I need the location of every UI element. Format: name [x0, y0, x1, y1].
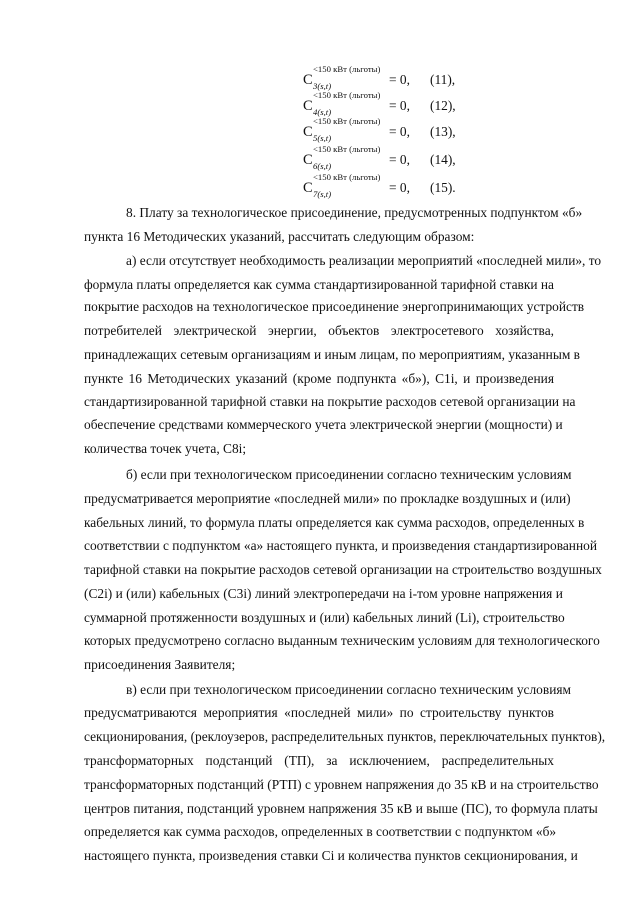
text-line: потребителей электрической энергии, объектов электросетевого хозяйства,	[84, 323, 554, 338]
text-line: присоединения Заявителя;	[84, 657, 236, 672]
formula-number: (15).	[430, 180, 456, 195]
formula-base: C	[303, 98, 313, 114]
text-line: настоящего пункта, произведения ставки Сi и количества пунктов секционирования, и	[84, 848, 578, 863]
text-line: пункта 16 Методических указаний, рассчитать следующим образом:	[84, 229, 475, 244]
text-line: а) если отсутствует необходимость реализации мероприятий «последней мили», то	[126, 253, 602, 268]
formula-superscript: <150 кВт (льготы)	[313, 90, 381, 100]
formula-equals: = 0,	[389, 124, 410, 139]
text-line: предусматриваются мероприятия «последней мили» по строительству пунктов	[84, 705, 554, 720]
text-line: стандартизированной тарифной ставки на покрытие расходов сетевой организации на	[84, 394, 576, 409]
formula-equals: = 0,	[389, 72, 410, 87]
formula-subscript: 5(s,t)	[313, 133, 332, 143]
formula-subscript: 3(s,t)	[313, 81, 332, 91]
text-line: (С2i) и (или) кабельных (С3i) линий электропередачи на i-том уровне напряжения и	[84, 586, 563, 601]
formula-equals: = 0,	[389, 98, 410, 113]
text-line: 8. Плату за технологическое присоединение, предусмотренных подпунктом «б»	[126, 205, 583, 220]
formula-base: C	[303, 180, 313, 196]
text-line: кабельных линий, то формула платы определяется как сумма расходов, определенных в	[84, 515, 585, 530]
formula-subscript: 6(s,t)	[313, 161, 332, 171]
text-line: обеспечение средствами коммерческого учета электрической энергии (мощности) и	[84, 417, 563, 432]
formula-number: (12),	[430, 98, 456, 113]
formula-superscript: <150 кВт (льготы)	[313, 64, 381, 74]
formula-subscript: 7(s,t)	[313, 189, 332, 199]
formula-superscript: <150 кВт (льготы)	[313, 144, 381, 154]
text-line: в) если при технологическом присоединении согласно техническим условиям	[126, 682, 571, 697]
text-line: соответствии с подпунктом «а» настоящего пункта, и произведения стандартизированной	[84, 538, 597, 553]
text-line: тарифной ставки на покрытие расходов сетевой организации на строительство воздушных	[84, 562, 602, 577]
text-line: центров питания, подстанций уровнем напряжения 35 кВ и выше (ПС), то формула платы	[84, 801, 598, 816]
text-line: количества точек учета, С8i;	[84, 441, 247, 456]
text-line: которых предусмотрено согласно выданным техническим условиям для технологического	[84, 633, 600, 648]
text-line: секционирования, (реклоузеров, распределительных пунктов, переключательных пунктов),	[84, 729, 606, 744]
formula-equals: = 0,	[389, 180, 410, 195]
formula-equals: = 0,	[389, 152, 410, 167]
text-line: предусматривается мероприятие «последней мили» по прокладке воздушных и (или)	[84, 491, 571, 506]
formula-superscript: <150 кВт (льготы)	[313, 116, 381, 126]
formula-superscript: <150 кВт (льготы)	[313, 172, 381, 182]
text-line: формула платы определяется как сумма стандартизированной тарифной ставки на	[84, 277, 554, 292]
text-line: принадлежащих сетевым организациям и иным лицам, по мероприятиям, указанным в	[84, 347, 580, 362]
text-line: определяется как сумма расходов, определенных в соответствии с подпунктом «б»	[84, 824, 557, 839]
text-line: трансформаторных подстанций (РТП) с уровнем напряжения до 35 кВ и на строительство	[84, 777, 599, 792]
text-line: б) если при технологическом присоединении согласно техническим условиям	[126, 467, 572, 482]
text-line: суммарной протяженности воздушных и (или) кабельных линий (Li), строительство	[84, 610, 565, 625]
formula-base: C	[303, 152, 313, 168]
text-line: покрытие расходов на технологическое присоединение энергопринимающих устройств	[84, 299, 585, 314]
text-line: трансформаторных подстанций (ТП), за исключением, распределительных	[84, 753, 554, 768]
formula-number: (14),	[430, 152, 456, 167]
formula-base: C	[303, 72, 313, 88]
text-line: пункте 16 Методических указаний (кроме подпункта «б»), С1i, и произведения	[84, 371, 554, 386]
formula-number: (13),	[430, 124, 456, 139]
formula-base: C	[303, 124, 313, 140]
formula-number: (11),	[430, 72, 456, 87]
formula-subscript: 4(s,t)	[313, 107, 332, 117]
